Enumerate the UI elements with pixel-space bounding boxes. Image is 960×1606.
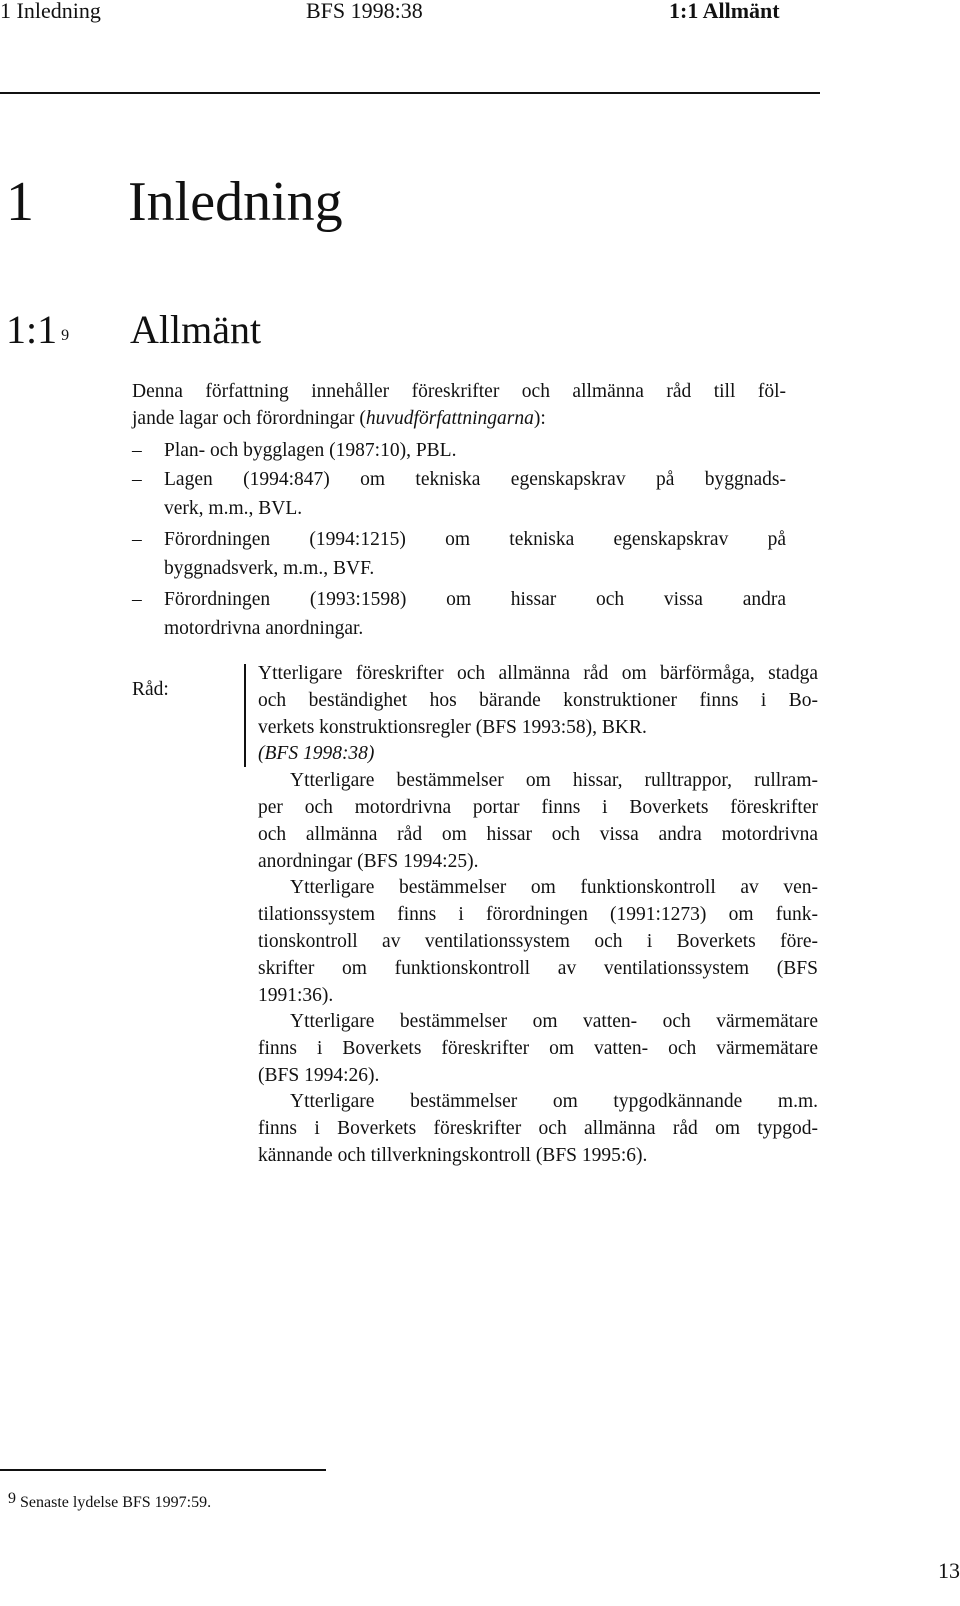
law-item-3-cont: byggnadsverk, m.m., BVF. bbox=[164, 558, 375, 579]
footnote-ref: 9 bbox=[61, 327, 70, 344]
advice-p3-line: Ytterligare bestämmelser om funktionskontroll av ven- bbox=[290, 877, 818, 898]
intro-text-end: ): bbox=[533, 408, 546, 429]
intro-line-2 bbox=[132, 405, 786, 432]
advice-p4-line: Ytterligare bestämmelser om vatten- och värmemätare bbox=[290, 1011, 818, 1032]
header-document-id: BFS 1998:38 bbox=[306, 0, 423, 23]
advice-p5-line: Ytterligare bestämmelser om typgodkännande m.m. bbox=[290, 1091, 818, 1112]
footnote bbox=[8, 1491, 211, 1515]
header-chapter: 1 Inledning bbox=[0, 0, 101, 23]
list-dash: – bbox=[132, 529, 142, 550]
advice-p5-line: kännande och tillverkningskontroll (BFS 1995:6). bbox=[258, 1145, 648, 1166]
header-section: 1:1 Allmänt bbox=[669, 0, 780, 23]
law-item-4: Förordningen (1993:1598) om hissar och vissa andra bbox=[164, 589, 786, 610]
section-number-wrap bbox=[6, 306, 69, 354]
advice-p2-line: Ytterligare bestämmelser om hissar, rulltrappor, rullram- bbox=[290, 770, 818, 791]
advice-p1-line: och beständighet hos bärande konstruktioner finns i Bo- bbox=[258, 690, 818, 711]
advice-p3-line: tilationssystem finns i förordningen (1991:1273) om funk- bbox=[258, 904, 818, 925]
advice-p3-line: tionskontroll av ventilationssystem och i Boverkets före- bbox=[258, 931, 818, 952]
intro-text: jande lagar och förordningar ( bbox=[132, 408, 366, 429]
law-item-1: Plan- och bygglagen (1987:10), PBL. bbox=[164, 440, 457, 461]
footnote-text: Senaste lydelse BFS 1997:59. bbox=[20, 1494, 212, 1511]
law-item-2: Lagen (1994:847) om tekniska egenskapskrav på byggnads- bbox=[164, 469, 786, 490]
law-item-2-cont: verk, m.m., BVL. bbox=[164, 498, 303, 519]
list-dash: – bbox=[132, 469, 142, 490]
intro-emphasis: huvudförfattningarna bbox=[365, 408, 534, 429]
advice-p3-line: 1991:36). bbox=[258, 985, 334, 1006]
amendment-reference: (BFS 1998:38) bbox=[258, 743, 375, 764]
advice-p1-line: verkets konstruktionsregler (BFS 1993:58), BKR. bbox=[258, 717, 647, 738]
list-dash: – bbox=[132, 440, 142, 461]
law-item-3: Förordningen (1994:1215) om tekniska egenskapskrav på bbox=[164, 529, 786, 550]
section-title: Allmänt bbox=[130, 307, 262, 352]
footnote-rule bbox=[0, 1469, 326, 1471]
page-number: 13 bbox=[938, 1558, 960, 1583]
chapter-number: 1 bbox=[6, 171, 34, 233]
advice-p3-line: skrifter om funktionskontroll av ventilationssystem (BFS bbox=[258, 958, 818, 979]
advice-p4-line: (BFS 1994:26). bbox=[258, 1065, 380, 1086]
advice-p5-line: finns i Boverkets föreskrifter och allmänna råd om typgod- bbox=[258, 1118, 818, 1139]
footnote-number: 9 bbox=[8, 1490, 16, 1507]
advice-marker-bar bbox=[244, 664, 246, 767]
advice-p1-line: Ytterligare föreskrifter och allmänna råd om bärförmåga, stadga bbox=[258, 663, 818, 684]
section-number: 1:1 bbox=[6, 307, 58, 352]
list-dash: – bbox=[132, 589, 142, 610]
header-rule bbox=[0, 92, 820, 94]
intro-line-1: Denna författning innehåller föreskrifter och allmänna råd till föl- bbox=[132, 381, 786, 402]
advice-p2-line: och allmänna råd om hissar och vissa andra motordrivna bbox=[258, 824, 818, 845]
advice-p2-line: anordningar (BFS 1994:25). bbox=[258, 851, 479, 872]
law-item-4-cont: motordrivna anordningar. bbox=[164, 618, 364, 639]
advice-p2-line: per och motordrivna portar finns i Boverkets föreskrifter bbox=[258, 797, 818, 818]
chapter-title: Inledning bbox=[128, 171, 343, 233]
advice-p4-line: finns i Boverkets föreskrifter om vatten- och värmemätare bbox=[258, 1038, 818, 1059]
advice-label: Råd: bbox=[132, 679, 169, 700]
